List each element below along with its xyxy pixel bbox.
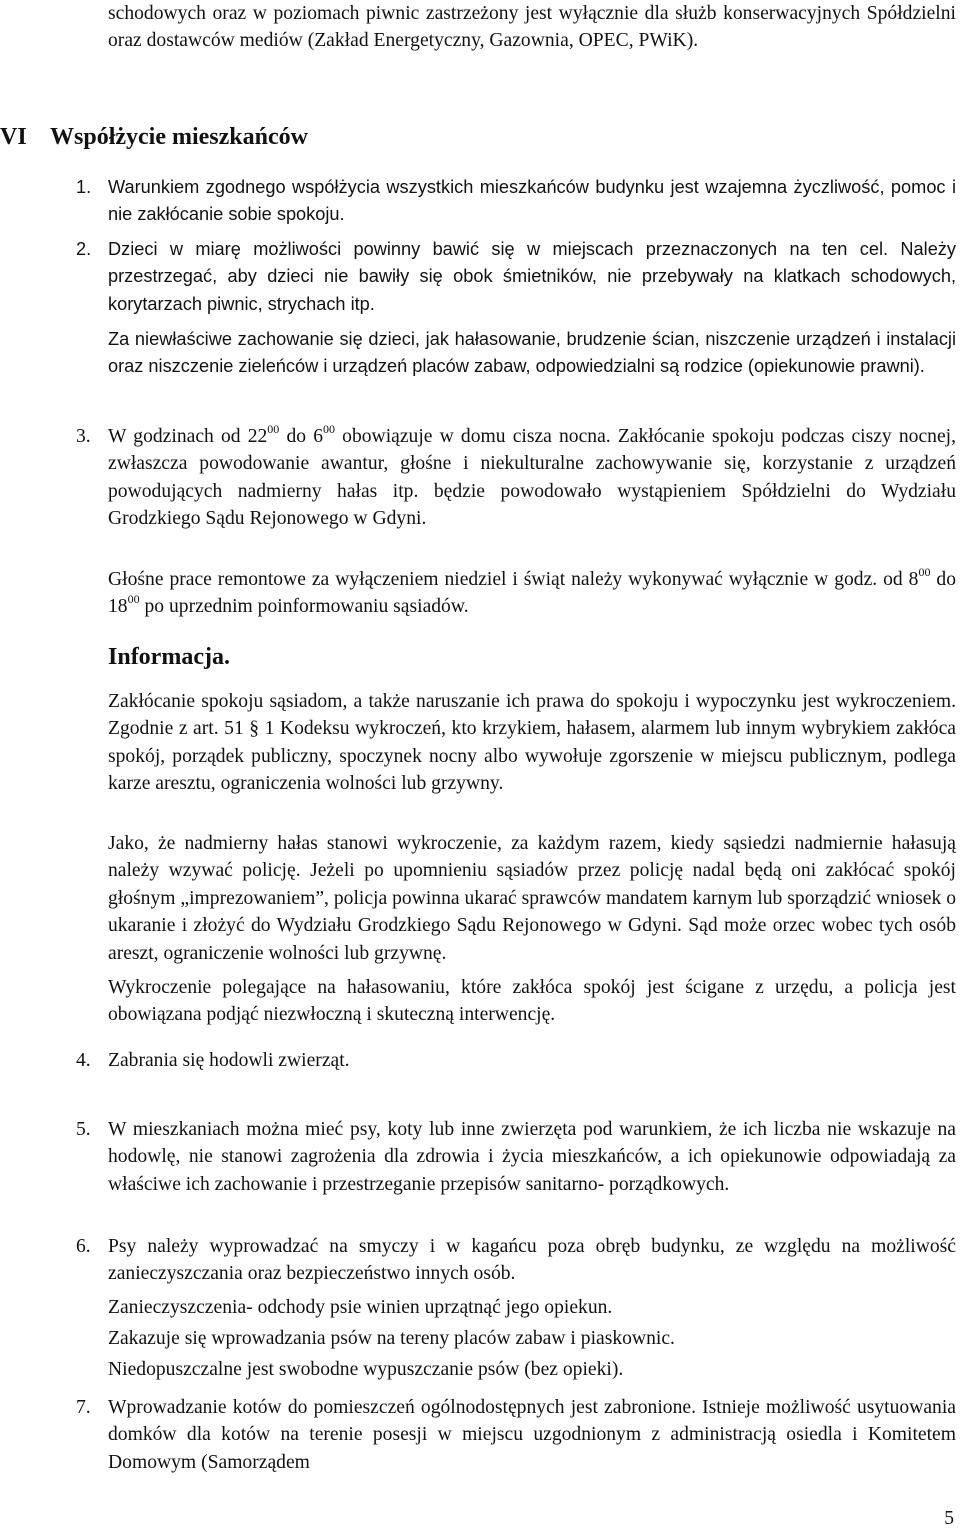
item-3-text-b: do 6 [279, 426, 323, 447]
item-6-note-1: Zanieczyszczenia- odchody psie winien uprzątnąć jego opiekun. [108, 1297, 613, 1318]
item-3-extra-a: Głośne prace remontowe za wyłączeniem niedziel i świąt należy wykonywać wyłącznie w godz. od 8 [108, 569, 919, 590]
item-4-number: 4. [76, 1050, 91, 1071]
item-3-text [108, 423, 956, 533]
item-3-sup-4: 00 [127, 592, 140, 607]
item-3-sup-3: 00 [918, 565, 931, 579]
item-3-sup-1: 00 [267, 422, 280, 436]
page-number: 5 [944, 1508, 954, 1529]
item-5-number: 5. [76, 1119, 91, 1140]
section-title: Współżycie mieszkańców [50, 124, 308, 150]
item-2-number: 2. [76, 239, 92, 259]
intro-paragraph: schodowych oraz w poziomach piwnic zastrzeżony jest wyłącznie dla służb konserwacyjnych Spółdzielni oraz dostawców mediów (Zakład Energetyczny, Gazownia, OPEC, PWiK). [108, 3, 956, 52]
item-3-extra [108, 566, 956, 621]
item-1-number: 1. [76, 177, 92, 197]
item-3-text-a: W godzinach od 22 [108, 426, 268, 447]
section-heading [0, 122, 308, 152]
item-3-extra-c: po uprzednim poinformowaniu sąsiadów. [139, 596, 469, 618]
item-6-text: Psy należy wyprowadzać na smyczy i w kagańcu poza obręb budynku, ze względu na możliwość zanieczyszczania oraz bezpieczeństwo innych osób. [108, 1236, 956, 1285]
item-4-text: Zabrania się hodowli zwierząt. [108, 1050, 350, 1071]
info-title: Informacja. [108, 644, 230, 670]
section-number: VI [0, 124, 27, 150]
item-5-text: W mieszkaniach można mieć psy, koty lub inne zwierzęta pod warunkiem, że ich liczba nie wskazuje na hodowlę, nie stanowi zagrożenia dla zdrowia i życia mieszkańców, a ich opiekunowie odpowiadają za właściwe ich zachowanie i przestrzeganie przepisów sanitarno- porządkowych. [108, 1119, 956, 1195]
info-paragraph-3: Wykroczenie polegające na hałasowaniu, które zakłóca spokój jest ścigane z urzędu, a policja jest obowiązana podjąć niezwłoczną i skuteczną interwencję. [108, 977, 956, 1026]
item-1-text: Warunkiem zgodnego współżycia wszystkich mieszkańców budynku jest wzajemna życzliwość, pomoc i nie zakłócanie sobie spokoju. [108, 177, 956, 225]
info-paragraph-1: Zakłócanie spokoju sąsiadom, a także naruszanie ich prawa do spokoju i wypoczynku jest wykroczeniem. Zgodnie z art. 51 § 1 Kodeksu wykroczeń, kto krzykiem, hałasem, alarmem lub innym wybrykiem zakłóca spokój, porządek publiczny, spoczynek nocny albo wywołuje zgorszenie w miejscu publicznym, podlega karze aresztu, ograniczenia wolności lub grzywny. [108, 691, 956, 795]
item-3-number: 3. [76, 426, 91, 447]
item-3-text-c: obowiązuje w domu cisza nocna. Zakłócanie spokoju podczas ciszy nocnej, zwłaszcza powodowanie awantur, głośne i niekulturalne zachowywanie się, korzystanie z urządzeń powodujących nadmierny hałas itp. będzie powodowało wystąpieniem Spółdzielni do Wydziału Grodzkiego Sądu Rejonowego w Gdyni. [108, 426, 957, 530]
item-3-sup-2: 00 [323, 422, 335, 436]
item-2-extra: Za niewłaściwe zachowanie się dzieci, jak hałasowanie, brudzenie ścian, niszczenie urządzeń i instalacji oraz niszczenie zieleńców i urządzeń placów zabaw, odpowiedzialni są rodzice (opiekunowie prawni). [108, 329, 956, 377]
item-7-text: Wprowadzanie kotów do pomieszczeń ogólnodostępnych jest zabronione. Istnieje możliwość usytuowania domków dla kotów na terenie posesji w miejscu uzgodnionym z administracją osiedla i Komitetem Domowym (Samorządem [108, 1397, 956, 1473]
item-3-extra-b: do 18 [108, 569, 956, 618]
item-7-number: 7. [76, 1397, 91, 1418]
item-6-note-3: Niedopuszczalne jest swobodne wypuszczanie psów (bez opieki). [108, 1359, 624, 1380]
item-2-text: Dzieci w miarę możliwości powinny bawić się w miejscach przeznaczonych na ten cel. Należy przestrzegać, aby dzieci nie bawiły się obok śmietników, nie przebywały na klatkach schodowych, korytarzach piwnic, strychach itp. [108, 239, 956, 314]
item-6-number: 6. [76, 1236, 91, 1257]
info-paragraph-2: Jako, że nadmierny hałas stanowi wykroczenie, za każdym razem, kiedy sąsiedzi nadmiernie hałasują należy wzywać policję. Jeżeli po upomnieniu sąsiadów przez policję nadal będą oni zakłócać spokój głośnym „imprezowaniem”, policja powinna ukarać sprawców mandatem karnym lub sporządzić wniosek o ukaranie i złożyć do Wydziału Grodzkiego Sądu Rejonowego w Gdyni. Sąd może orzec wobec tych osób areszt, ograniczenie wolności lub grzywnę. [108, 833, 956, 964]
item-6-note-2: Zakazuje się wprowadzania psów na tereny placów zabaw i piaskownic. [108, 1328, 675, 1349]
